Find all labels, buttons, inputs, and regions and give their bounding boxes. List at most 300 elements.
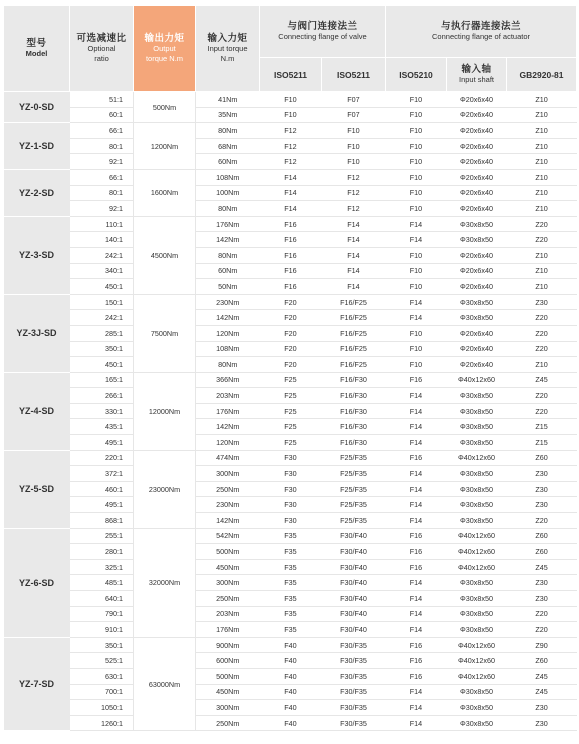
gb2920-cell: Z10 [507, 185, 577, 201]
actuator-iso5210-cell: F14 [386, 497, 447, 513]
table-row [4, 201, 577, 217]
gb2920-cell: Z20 [507, 606, 577, 622]
actuator-iso5210-cell: F10 [386, 357, 447, 373]
input-torque-cell: 176Nm [196, 622, 260, 638]
ratio-cell: 495:1 [70, 435, 134, 451]
table-row [4, 684, 577, 700]
table-row [4, 372, 577, 388]
valve-iso5211-a-cell: F35 [260, 622, 322, 638]
output-torque-cell: 1200Nm [134, 123, 196, 170]
output-torque-cell: 63000Nm [134, 637, 196, 731]
valve-iso5211-b-cell: F25/F35 [322, 450, 386, 466]
actuator-iso5210-cell: F10 [386, 169, 447, 185]
valve-iso5211-b-cell: F14 [322, 263, 386, 279]
table-row [4, 294, 577, 310]
table-row [4, 185, 577, 201]
model-cell: YZ-0-SD [4, 92, 70, 123]
table-row [4, 559, 577, 575]
valve-iso5211-b-cell: F25/F35 [322, 481, 386, 497]
valve-iso5211-a-cell: F30 [260, 513, 322, 529]
gb2920-cell: Z10 [507, 107, 577, 123]
table-row [4, 232, 577, 248]
valve-iso5211-a-cell: F16 [260, 232, 322, 248]
valve-iso5211-a-cell: F10 [260, 107, 322, 123]
table-row [4, 715, 577, 731]
input-torque-cell: 203Nm [196, 388, 260, 404]
input-torque-cell: 230Nm [196, 294, 260, 310]
input-shaft-cell: Φ20x6x40 [447, 123, 507, 139]
table-row [4, 700, 577, 716]
actuator-iso5210-cell: F14 [386, 216, 447, 232]
gb2920-cell: Z20 [507, 325, 577, 341]
gb2920-cell: Z20 [507, 403, 577, 419]
valve-iso5211-b-cell: F30/F35 [322, 684, 386, 700]
table-row [4, 653, 577, 669]
header-valve-flange: 与阀门连接法兰 Connecting flange of valve [260, 6, 386, 58]
table-row [4, 169, 577, 185]
actuator-iso5210-cell: F10 [386, 325, 447, 341]
table-row [4, 450, 577, 466]
input-shaft-cell: Φ30x8x50 [447, 591, 507, 607]
valve-iso5211-b-cell: F16/F25 [322, 294, 386, 310]
model-cell: YZ-4-SD [4, 372, 70, 450]
gb2920-cell: Z10 [507, 154, 577, 170]
actuator-iso5210-cell: F14 [386, 575, 447, 591]
gb2920-cell: Z10 [507, 263, 577, 279]
input-torque-cell: 250Nm [196, 591, 260, 607]
header-output-torque: 输出力矩 Output torque N.m [134, 6, 196, 92]
input-shaft-cell: Φ30x8x50 [447, 232, 507, 248]
ratio-cell: 242:1 [70, 310, 134, 326]
ratio-cell: 266:1 [70, 388, 134, 404]
input-shaft-cell: Φ40x12x60 [447, 668, 507, 684]
valve-iso5211-b-cell: F30/F35 [322, 653, 386, 669]
table-row [4, 668, 577, 684]
valve-iso5211-b-cell: F10 [322, 154, 386, 170]
valve-iso5211-b-cell: F14 [322, 279, 386, 295]
table-row [4, 216, 577, 232]
valve-iso5211-a-cell: F20 [260, 294, 322, 310]
gb2920-cell: Z30 [507, 700, 577, 716]
table-row [4, 341, 577, 357]
valve-iso5211-a-cell: F16 [260, 279, 322, 295]
valve-iso5211-b-cell: F30/F40 [322, 559, 386, 575]
input-torque-cell: 176Nm [196, 403, 260, 419]
valve-iso5211-b-cell: F14 [322, 232, 386, 248]
table-row [4, 513, 577, 529]
gb2920-cell: Z10 [507, 123, 577, 139]
ratio-cell: 435:1 [70, 419, 134, 435]
gb2920-cell: Z10 [507, 169, 577, 185]
gb2920-cell: Z30 [507, 715, 577, 731]
actuator-iso5210-cell: F14 [386, 591, 447, 607]
model-cell: YZ-6-SD [4, 528, 70, 637]
table-row [4, 107, 577, 123]
input-torque-cell: 300Nm [196, 575, 260, 591]
valve-iso5211-b-cell: F14 [322, 247, 386, 263]
input-torque-cell: 108Nm [196, 169, 260, 185]
valve-iso5211-a-cell: F12 [260, 138, 322, 154]
ratio-cell: 150:1 [70, 294, 134, 310]
table-row [4, 435, 577, 451]
gb2920-cell: Z30 [507, 591, 577, 607]
valve-iso5211-b-cell: F16/F25 [322, 325, 386, 341]
output-torque-cell: 4500Nm [134, 216, 196, 294]
input-torque-cell: 474Nm [196, 450, 260, 466]
input-shaft-cell: Φ30x8x50 [447, 700, 507, 716]
actuator-iso5210-cell: F16 [386, 653, 447, 669]
valve-iso5211-b-cell: F07 [322, 107, 386, 123]
table-row [4, 388, 577, 404]
input-torque-cell: 250Nm [196, 481, 260, 497]
table-row [4, 310, 577, 326]
ratio-cell: 92:1 [70, 154, 134, 170]
spec-table-body [4, 92, 577, 731]
ratio-cell: 1050:1 [70, 700, 134, 716]
input-shaft-cell: Φ30x8x50 [447, 435, 507, 451]
input-torque-cell: 142Nm [196, 232, 260, 248]
actuator-iso5210-cell: F16 [386, 528, 447, 544]
ratio-cell: 460:1 [70, 481, 134, 497]
valve-iso5211-a-cell: F12 [260, 154, 322, 170]
header-iso5211-a: ISO5211 [260, 58, 322, 92]
valve-iso5211-a-cell: F12 [260, 123, 322, 139]
output-torque-cell: 12000Nm [134, 372, 196, 450]
valve-iso5211-b-cell: F30/F40 [322, 544, 386, 560]
ratio-cell: 280:1 [70, 544, 134, 560]
header-model: 型号 Model [4, 6, 70, 92]
valve-iso5211-b-cell: F30/F35 [322, 715, 386, 731]
output-torque-cell: 1600Nm [134, 169, 196, 216]
input-torque-cell: 60Nm [196, 154, 260, 170]
valve-iso5211-b-cell: F12 [322, 185, 386, 201]
ratio-cell: 910:1 [70, 622, 134, 638]
valve-iso5211-a-cell: F35 [260, 528, 322, 544]
gb2920-cell: Z30 [507, 294, 577, 310]
header-ratio: 可选减速比 Optional ratio [70, 6, 134, 92]
input-shaft-cell: Φ30x8x50 [447, 466, 507, 482]
ratio-cell: 165:1 [70, 372, 134, 388]
input-torque-cell: 300Nm [196, 466, 260, 482]
actuator-iso5210-cell: F14 [386, 700, 447, 716]
ratio-cell: 868:1 [70, 513, 134, 529]
ratio-cell: 80:1 [70, 138, 134, 154]
actuator-iso5210-cell: F14 [386, 294, 447, 310]
input-torque-cell: 80Nm [196, 201, 260, 217]
input-torque-cell: 900Nm [196, 637, 260, 653]
gb2920-cell: Z10 [507, 279, 577, 295]
actuator-iso5210-cell: F14 [386, 622, 447, 638]
valve-iso5211-b-cell: F16/F30 [322, 388, 386, 404]
ratio-cell: 220:1 [70, 450, 134, 466]
input-shaft-cell: Φ30x8x50 [447, 294, 507, 310]
table-row [4, 481, 577, 497]
input-torque-cell: 120Nm [196, 435, 260, 451]
input-shaft-cell: Φ30x8x50 [447, 481, 507, 497]
gb2920-cell: Z20 [507, 310, 577, 326]
valve-iso5211-b-cell: F30/F40 [322, 591, 386, 607]
actuator-iso5210-cell: F16 [386, 637, 447, 653]
table-row [4, 123, 577, 139]
ratio-cell: 80:1 [70, 185, 134, 201]
ratio-cell: 51:1 [70, 92, 134, 108]
input-shaft-cell: Φ30x8x50 [447, 403, 507, 419]
header-input-shaft: 输入轴 Input shaft [447, 58, 507, 92]
valve-iso5211-a-cell: F25 [260, 403, 322, 419]
output-torque-cell: 23000Nm [134, 450, 196, 528]
valve-iso5211-a-cell: F10 [260, 92, 322, 108]
output-torque-cell: 500Nm [134, 92, 196, 123]
valve-iso5211-a-cell: F40 [260, 700, 322, 716]
gb2920-cell: Z30 [507, 497, 577, 513]
actuator-iso5210-cell: F16 [386, 668, 447, 684]
actuator-iso5210-cell: F10 [386, 123, 447, 139]
input-torque-cell: 230Nm [196, 497, 260, 513]
valve-iso5211-b-cell: F16/F30 [322, 419, 386, 435]
actuator-iso5210-cell: F14 [386, 513, 447, 529]
valve-iso5211-a-cell: F14 [260, 201, 322, 217]
actuator-iso5210-cell: F10 [386, 154, 447, 170]
ratio-cell: 340:1 [70, 263, 134, 279]
valve-iso5211-b-cell: F16/F30 [322, 372, 386, 388]
input-shaft-cell: Φ30x8x50 [447, 513, 507, 529]
valve-iso5211-a-cell: F25 [260, 435, 322, 451]
input-torque-cell: 176Nm [196, 216, 260, 232]
header-iso5210: ISO5210 [386, 58, 447, 92]
ratio-cell: 255:1 [70, 528, 134, 544]
gb2920-cell: Z20 [507, 388, 577, 404]
actuator-iso5210-cell: F14 [386, 435, 447, 451]
valve-iso5211-a-cell: F16 [260, 263, 322, 279]
valve-iso5211-a-cell: F35 [260, 606, 322, 622]
valve-iso5211-a-cell: F35 [260, 544, 322, 560]
actuator-iso5210-cell: F10 [386, 107, 447, 123]
valve-iso5211-b-cell: F30/F40 [322, 528, 386, 544]
gb2920-cell: Z10 [507, 201, 577, 217]
actuator-iso5210-cell: F10 [386, 279, 447, 295]
valve-iso5211-a-cell: F40 [260, 637, 322, 653]
actuator-iso5210-cell: F10 [386, 92, 447, 108]
input-torque-cell: 120Nm [196, 325, 260, 341]
table-row [4, 357, 577, 373]
input-shaft-cell: Φ30x8x50 [447, 575, 507, 591]
table-row [4, 606, 577, 622]
ratio-cell: 92:1 [70, 201, 134, 217]
valve-iso5211-a-cell: F30 [260, 466, 322, 482]
input-shaft-cell: Φ40x12x60 [447, 544, 507, 560]
valve-iso5211-b-cell: F30/F35 [322, 637, 386, 653]
input-shaft-cell: Φ20x6x40 [447, 185, 507, 201]
gb2920-cell: Z20 [507, 513, 577, 529]
valve-iso5211-a-cell: F16 [260, 247, 322, 263]
output-torque-cell: 7500Nm [134, 294, 196, 372]
gb2920-cell: Z60 [507, 528, 577, 544]
input-torque-cell: 500Nm [196, 668, 260, 684]
table-row [4, 247, 577, 263]
table-row [4, 497, 577, 513]
valve-iso5211-b-cell: F16/F25 [322, 341, 386, 357]
input-torque-cell: 450Nm [196, 684, 260, 700]
input-torque-cell: 142Nm [196, 419, 260, 435]
ratio-cell: 630:1 [70, 668, 134, 684]
valve-iso5211-a-cell: F20 [260, 357, 322, 373]
gb2920-cell: Z45 [507, 684, 577, 700]
model-cell: YZ-7-SD [4, 637, 70, 731]
valve-iso5211-b-cell: F25/F35 [322, 513, 386, 529]
input-torque-cell: 41Nm [196, 92, 260, 108]
input-shaft-cell: Φ20x6x40 [447, 138, 507, 154]
model-cell: YZ-3-SD [4, 216, 70, 294]
input-shaft-cell: Φ20x6x40 [447, 107, 507, 123]
table-row [4, 575, 577, 591]
ratio-cell: 66:1 [70, 123, 134, 139]
input-shaft-cell: Φ30x8x50 [447, 622, 507, 638]
valve-iso5211-b-cell: F10 [322, 123, 386, 139]
table-row [4, 92, 577, 108]
valve-iso5211-b-cell: F12 [322, 169, 386, 185]
ratio-cell: 790:1 [70, 606, 134, 622]
input-shaft-cell: Φ40x12x60 [447, 637, 507, 653]
gb2920-cell: Z45 [507, 668, 577, 684]
valve-iso5211-a-cell: F40 [260, 653, 322, 669]
table-row [4, 419, 577, 435]
gb2920-cell: Z10 [507, 92, 577, 108]
valve-iso5211-a-cell: F30 [260, 450, 322, 466]
actuator-iso5210-cell: F14 [386, 388, 447, 404]
actuator-iso5210-cell: F16 [386, 372, 447, 388]
input-shaft-cell: Φ40x12x60 [447, 372, 507, 388]
model-cell: YZ-1-SD [4, 123, 70, 170]
input-torque-cell: 80Nm [196, 123, 260, 139]
actuator-iso5210-cell: F14 [386, 403, 447, 419]
gb2920-cell: Z45 [507, 559, 577, 575]
ratio-cell: 66:1 [70, 169, 134, 185]
table-row [4, 591, 577, 607]
valve-iso5211-b-cell: F30/F35 [322, 700, 386, 716]
actuator-iso5210-cell: F14 [386, 684, 447, 700]
valve-iso5211-a-cell: F14 [260, 185, 322, 201]
input-torque-cell: 35Nm [196, 107, 260, 123]
input-shaft-cell: Φ20x6x40 [447, 279, 507, 295]
table-row [4, 138, 577, 154]
valve-iso5211-a-cell: F30 [260, 497, 322, 513]
table-row [4, 637, 577, 653]
output-torque-cell: 32000Nm [134, 528, 196, 637]
table-row [4, 622, 577, 638]
input-shaft-cell: Φ40x12x60 [447, 450, 507, 466]
input-shaft-cell: Φ20x6x40 [447, 201, 507, 217]
input-shaft-cell: Φ30x8x50 [447, 684, 507, 700]
table-row [4, 279, 577, 295]
gb2920-cell: Z30 [507, 466, 577, 482]
valve-iso5211-b-cell: F14 [322, 216, 386, 232]
actuator-iso5210-cell: F16 [386, 559, 447, 575]
actuator-iso5210-cell: F14 [386, 232, 447, 248]
table-row [4, 544, 577, 560]
actuator-iso5210-cell: F14 [386, 419, 447, 435]
valve-iso5211-a-cell: F16 [260, 216, 322, 232]
ratio-cell: 140:1 [70, 232, 134, 248]
valve-iso5211-a-cell: F25 [260, 419, 322, 435]
input-shaft-cell: Φ20x6x40 [447, 169, 507, 185]
valve-iso5211-a-cell: F30 [260, 481, 322, 497]
input-shaft-cell: Φ20x6x40 [447, 325, 507, 341]
gb2920-cell: Z60 [507, 653, 577, 669]
input-shaft-cell: Φ20x6x40 [447, 263, 507, 279]
input-shaft-cell: Φ30x8x50 [447, 497, 507, 513]
input-torque-cell: 80Nm [196, 357, 260, 373]
valve-iso5211-b-cell: F30/F40 [322, 575, 386, 591]
input-shaft-cell: Φ20x6x40 [447, 341, 507, 357]
actuator-iso5210-cell: F14 [386, 606, 447, 622]
valve-iso5211-b-cell: F16/F30 [322, 403, 386, 419]
table-row [4, 263, 577, 279]
ratio-cell: 60:1 [70, 107, 134, 123]
valve-iso5211-b-cell: F16/F30 [322, 435, 386, 451]
input-shaft-cell: Φ40x12x60 [447, 559, 507, 575]
input-torque-cell: 80Nm [196, 247, 260, 263]
ratio-cell: 450:1 [70, 279, 134, 295]
valve-iso5211-a-cell: F35 [260, 575, 322, 591]
gb2920-cell: Z30 [507, 575, 577, 591]
valve-iso5211-b-cell: F10 [322, 138, 386, 154]
table-row [4, 466, 577, 482]
gb2920-cell: Z10 [507, 138, 577, 154]
ratio-cell: 242:1 [70, 247, 134, 263]
input-shaft-cell: Φ20x6x40 [447, 154, 507, 170]
ratio-cell: 700:1 [70, 684, 134, 700]
ratio-cell: 485:1 [70, 575, 134, 591]
gb2920-cell: Z15 [507, 435, 577, 451]
header-iso5211-b: ISO5211 [322, 58, 386, 92]
valve-iso5211-a-cell: F20 [260, 341, 322, 357]
ratio-cell: 325:1 [70, 559, 134, 575]
valve-iso5211-a-cell: F20 [260, 310, 322, 326]
ratio-cell: 450:1 [70, 357, 134, 373]
input-torque-cell: 50Nm [196, 279, 260, 295]
actuator-iso5210-cell: F14 [386, 310, 447, 326]
actuator-iso5210-cell: F10 [386, 247, 447, 263]
valve-iso5211-b-cell: F30/F40 [322, 606, 386, 622]
input-torque-cell: 366Nm [196, 372, 260, 388]
actuator-iso5210-cell: F10 [386, 185, 447, 201]
table-row [4, 403, 577, 419]
actuator-iso5210-cell: F14 [386, 466, 447, 482]
input-torque-cell: 100Nm [196, 185, 260, 201]
table-row [4, 528, 577, 544]
ratio-cell: 350:1 [70, 637, 134, 653]
valve-iso5211-b-cell: F30/F40 [322, 622, 386, 638]
gb2920-cell: Z20 [507, 622, 577, 638]
valve-iso5211-b-cell: F12 [322, 201, 386, 217]
model-cell: YZ-2-SD [4, 169, 70, 216]
input-shaft-cell: Φ30x8x50 [447, 388, 507, 404]
input-shaft-cell: Φ30x8x50 [447, 310, 507, 326]
valve-iso5211-a-cell: F25 [260, 372, 322, 388]
actuator-iso5210-cell: F10 [386, 138, 447, 154]
valve-iso5211-a-cell: F25 [260, 388, 322, 404]
valve-iso5211-a-cell: F40 [260, 684, 322, 700]
input-torque-cell: 68Nm [196, 138, 260, 154]
valve-iso5211-a-cell: F40 [260, 715, 322, 731]
header-actuator-flange: 与执行器连接法兰 Connecting flange of actuator [386, 6, 577, 58]
valve-iso5211-a-cell: F40 [260, 668, 322, 684]
input-torque-cell: 203Nm [196, 606, 260, 622]
model-cell: YZ-5-SD [4, 450, 70, 528]
input-torque-cell: 142Nm [196, 310, 260, 326]
header-input-torque: 输入力矩 Input torque N.m [196, 6, 260, 92]
ratio-cell: 110:1 [70, 216, 134, 232]
